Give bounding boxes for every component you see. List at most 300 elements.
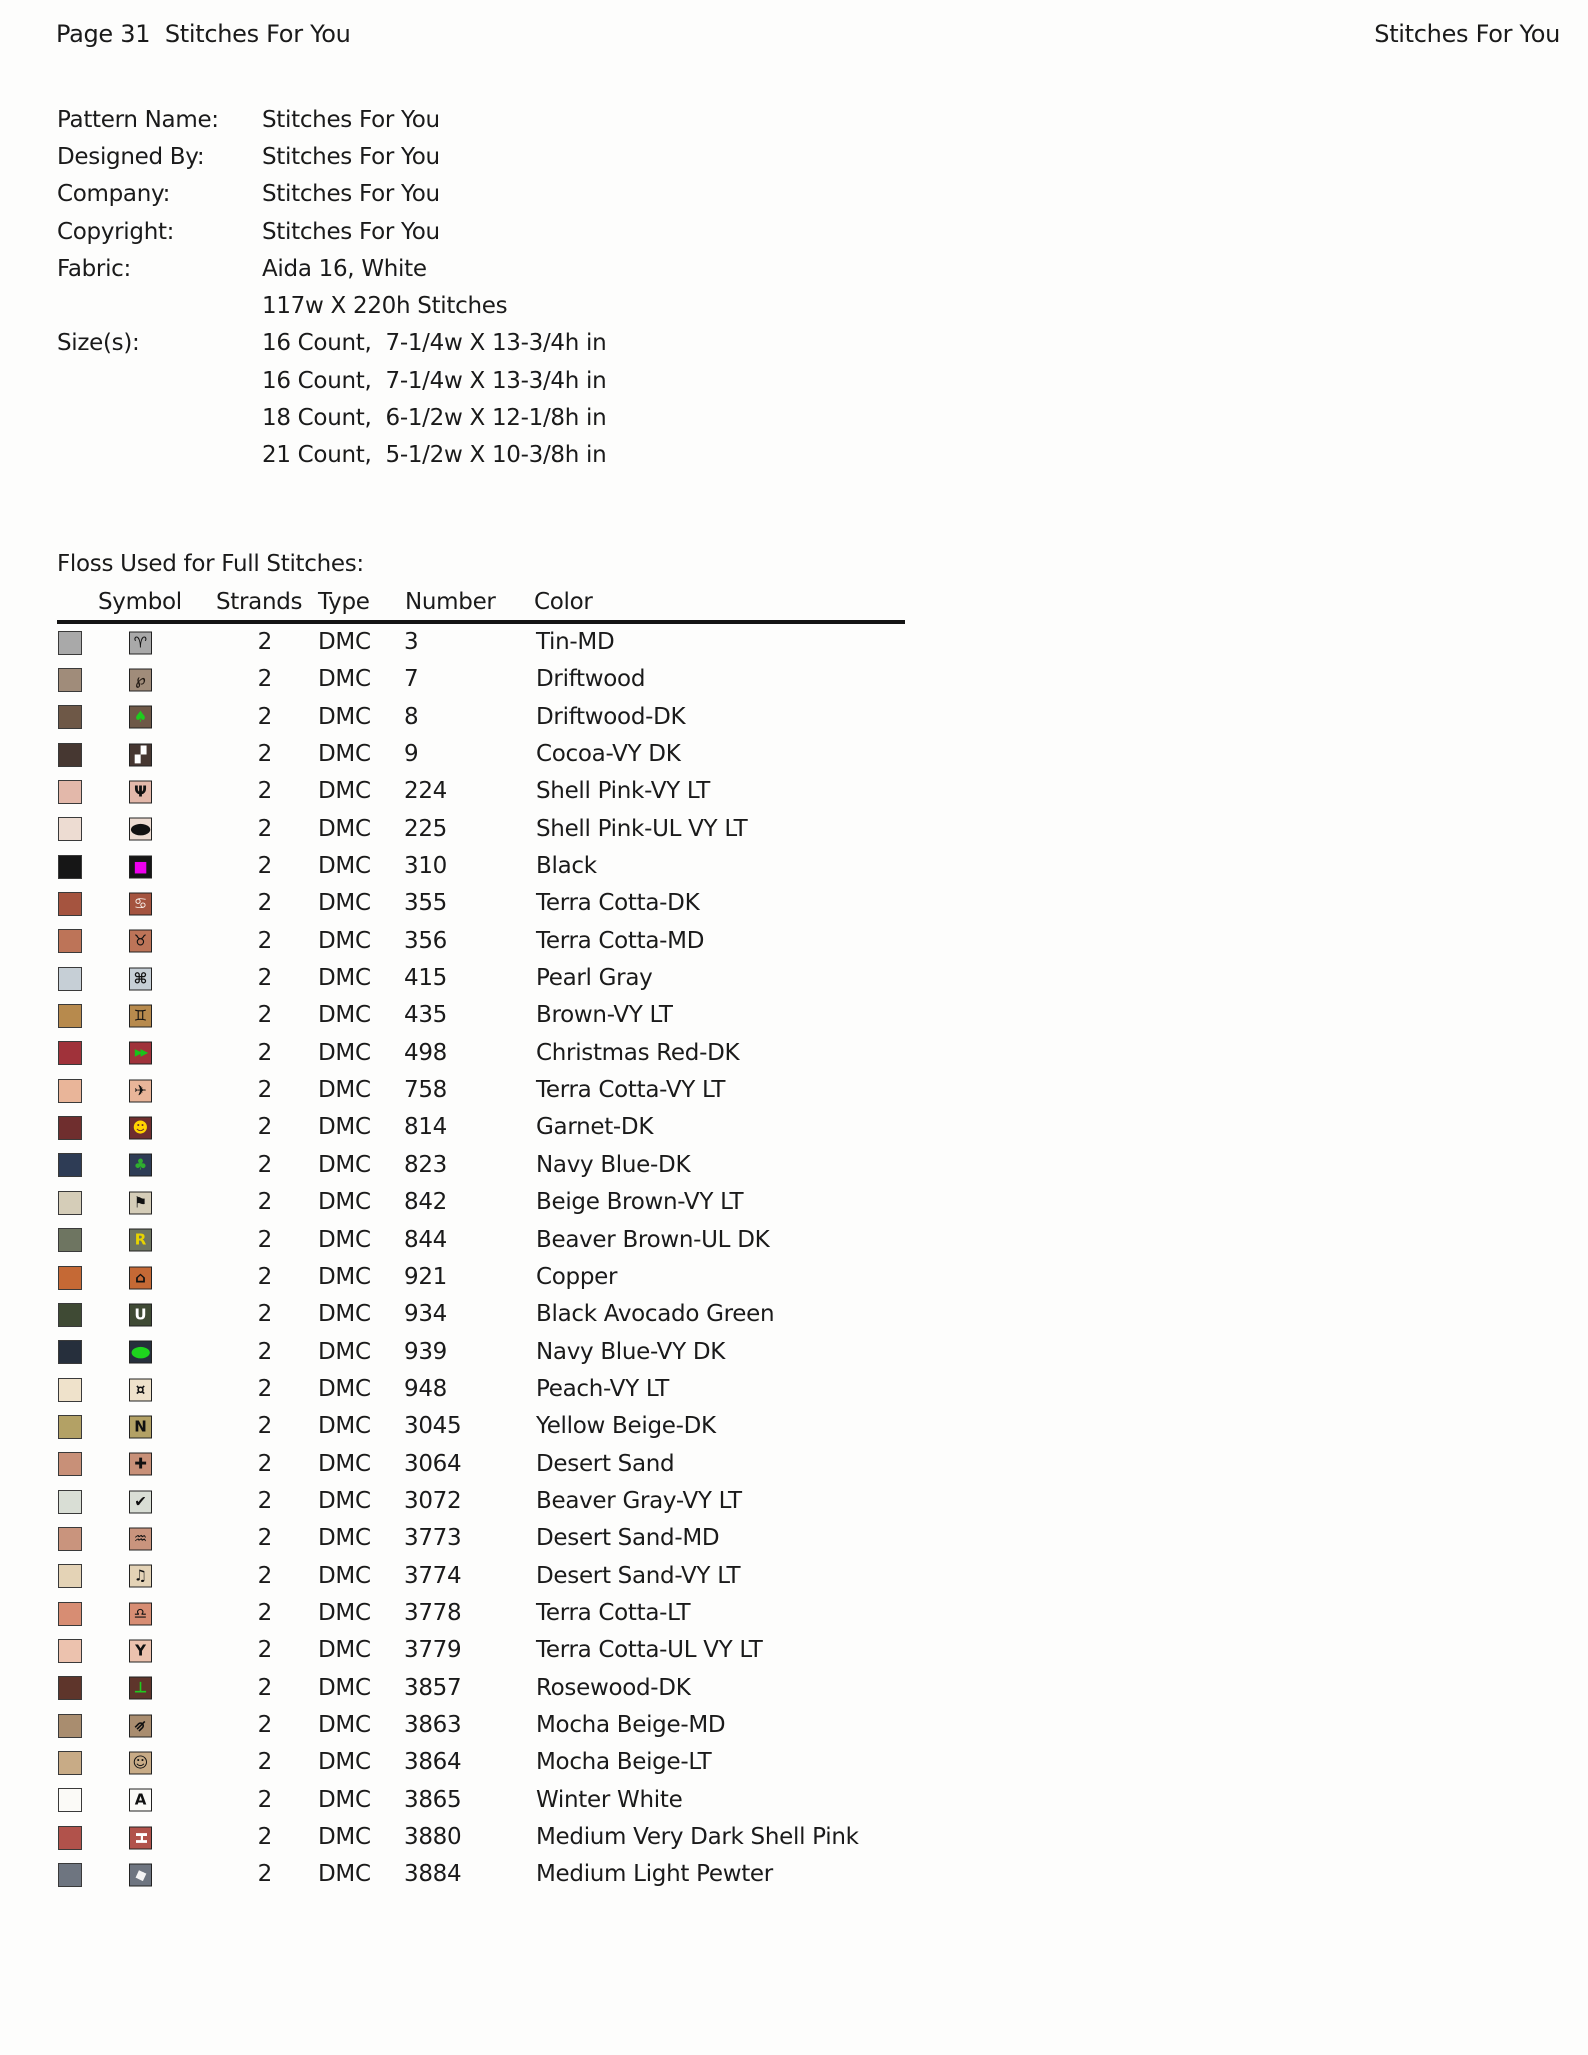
info-label: Copyright: <box>57 218 175 245</box>
page-header-left: Page 31 Stitches For You <box>56 20 351 48</box>
column-header-strands: Strands <box>216 589 303 615</box>
letter-u-icon: U <box>134 1305 147 1324</box>
type-value: DMC <box>318 1039 371 1066</box>
color-swatch <box>58 743 82 767</box>
number-value: 3884 <box>404 1861 462 1888</box>
currency-icon <box>129 1378 152 1401</box>
airplane-icon <box>129 1079 152 1102</box>
color-name: Terra Cotta-UL VY LT <box>536 1637 763 1664</box>
letter-n-icon: N <box>134 1417 147 1436</box>
psi-icon: Ψ <box>134 782 147 801</box>
cross-icon: ✚ <box>134 1454 147 1473</box>
floss-row <box>0 1483 1588 1520</box>
number-value: 948 <box>404 1375 447 1402</box>
type-value: DMC <box>318 965 371 992</box>
color-name: Christmas Red-DK <box>536 1039 740 1066</box>
floss-row <box>0 1707 1588 1744</box>
strands-value: 2 <box>257 1375 272 1402</box>
number-value: 8 <box>404 703 419 730</box>
strands-value: 2 <box>257 1301 272 1328</box>
floss-row <box>0 624 1588 661</box>
pattern-info <box>57 101 606 474</box>
info-value: 18 Count, 6-1/2w X 12-1/8h in <box>262 405 607 432</box>
psi-icon <box>129 781 152 804</box>
floss-row <box>0 1184 1588 1221</box>
strands-value: 2 <box>257 965 272 992</box>
info-label: Designed By: <box>57 143 205 170</box>
music-note-icon: ♫ <box>133 1566 148 1585</box>
color-name: Black <box>536 853 597 880</box>
strands-value: 2 <box>257 1487 272 1514</box>
info-row <box>57 287 606 324</box>
info-row <box>57 437 606 474</box>
color-name: Beaver Brown-UL DK <box>536 1226 770 1253</box>
number-value: 310 <box>404 853 447 880</box>
column-header-type: Type <box>318 589 370 615</box>
type-value: DMC <box>318 1077 371 1104</box>
type-value: DMC <box>318 1114 371 1141</box>
floss-row <box>0 997 1588 1034</box>
face-icon <box>129 1751 152 1774</box>
type-value: DMC <box>318 1637 371 1664</box>
info-row <box>57 325 606 362</box>
color-swatch <box>58 780 82 804</box>
letter-y-icon: Y <box>135 1641 146 1660</box>
color-swatch <box>58 1826 82 1850</box>
cancer-icon <box>129 893 152 916</box>
oval-icon <box>129 818 152 841</box>
color-name: Shell Pink-VY LT <box>536 778 711 805</box>
color-swatch <box>58 1079 82 1103</box>
color-swatch <box>58 1303 82 1327</box>
strands-value: 2 <box>257 1562 272 1589</box>
key-icon: ℘ <box>135 670 146 689</box>
strands-value: 2 <box>257 1413 272 1440</box>
color-swatch <box>58 1452 82 1476</box>
number-value: 3778 <box>404 1599 462 1626</box>
page-header-right: Stitches For You <box>1374 20 1560 48</box>
strands-value: 2 <box>257 1226 272 1253</box>
number-value: 224 <box>404 778 447 805</box>
strands-value: 2 <box>257 629 272 655</box>
floss-row <box>0 885 1588 922</box>
info-label: Fabric: <box>57 255 131 282</box>
type-value: DMC <box>318 1861 371 1888</box>
info-row <box>57 176 606 213</box>
type-value: DMC <box>318 1674 371 1701</box>
strands-value: 2 <box>257 927 272 954</box>
info-row <box>57 399 606 436</box>
number-value: 842 <box>404 1189 447 1216</box>
gemini-icon: ♊ <box>133 1006 148 1025</box>
color-swatch <box>58 892 82 916</box>
floss-row <box>0 960 1588 997</box>
diamond-icon: ◆ <box>131 1864 149 1885</box>
aquarius-icon: ♒ <box>133 1529 148 1548</box>
color-swatch <box>58 1004 82 1028</box>
face-icon: ☺ <box>132 1753 149 1772</box>
color-swatch <box>58 1788 82 1812</box>
floss-row <box>0 1408 1588 1445</box>
diamond-icon <box>129 1864 152 1887</box>
strands-value: 2 <box>257 1077 272 1104</box>
color-swatch <box>58 631 82 655</box>
color-swatch <box>58 1415 82 1439</box>
number-value: 3864 <box>404 1749 462 1776</box>
lens-icon: ● <box>130 1342 151 1361</box>
info-row <box>57 101 606 138</box>
floss-row <box>0 1072 1588 1109</box>
strands-value: 2 <box>257 1749 272 1776</box>
color-name: Winter White <box>536 1786 683 1813</box>
type-value: DMC <box>318 1450 371 1477</box>
strands-value: 2 <box>257 703 272 730</box>
cross-icon <box>129 1453 152 1476</box>
color-name: Beige Brown-VY LT <box>536 1189 744 1216</box>
number-value: 823 <box>404 1151 447 1178</box>
color-swatch <box>58 929 82 953</box>
number-value: 921 <box>404 1263 447 1290</box>
type-value: DMC <box>318 1711 371 1738</box>
type-value: DMC <box>318 1749 371 1776</box>
number-value: 7 <box>404 666 419 693</box>
house-icon <box>129 1266 152 1289</box>
color-name: Mocha Beige-MD <box>536 1711 726 1738</box>
letter-n-icon <box>129 1415 152 1438</box>
number-value: 3 <box>404 629 419 655</box>
color-name: Terra Cotta-VY LT <box>536 1077 726 1104</box>
strands-value: 2 <box>257 1039 272 1066</box>
color-name: Driftwood <box>536 666 646 693</box>
color-name: Navy Blue-DK <box>536 1151 691 1178</box>
check-icon <box>129 1490 152 1513</box>
taurus-icon <box>129 930 152 953</box>
i-beam-icon <box>129 1826 152 1849</box>
floss-row <box>0 661 1588 698</box>
floss-row <box>0 1856 1588 1893</box>
strands-value: 2 <box>257 1114 272 1141</box>
strands-value: 2 <box>257 853 272 880</box>
color-name: Desert Sand-VY LT <box>536 1562 741 1589</box>
color-swatch <box>58 1564 82 1588</box>
type-value: DMC <box>318 1599 371 1626</box>
strands-value: 2 <box>257 1525 272 1552</box>
lens-icon <box>129 1341 152 1364</box>
color-name: Tin-MD <box>536 629 615 655</box>
floss-row <box>0 736 1588 773</box>
floss-row <box>0 699 1588 736</box>
floss-row <box>0 1259 1588 1296</box>
strands-value: 2 <box>257 1450 272 1477</box>
type-value: DMC <box>318 1375 371 1402</box>
letter-y-icon <box>129 1639 152 1662</box>
floss-row <box>0 848 1588 885</box>
info-label: Pattern Name: <box>57 106 219 133</box>
color-swatch <box>58 1191 82 1215</box>
strands-value: 2 <box>257 1151 272 1178</box>
strands-value: 2 <box>257 1861 272 1888</box>
color-swatch <box>58 1116 82 1140</box>
type-value: DMC <box>318 778 371 805</box>
floss-row <box>0 1595 1588 1632</box>
quadrant-squares-icon: ▞ <box>134 745 147 764</box>
number-value: 934 <box>404 1301 447 1328</box>
number-value: 498 <box>404 1039 447 1066</box>
number-value: 355 <box>404 890 447 917</box>
type-value: DMC <box>318 890 371 917</box>
strands-value: 2 <box>257 1824 272 1850</box>
strands-value: 2 <box>257 1189 272 1216</box>
spade-icon <box>129 706 152 729</box>
number-value: 435 <box>404 1002 447 1029</box>
number-value: 3045 <box>404 1413 462 1440</box>
command-icon <box>129 967 152 990</box>
color-name: Terra Cotta-LT <box>536 1599 691 1626</box>
type-value: DMC <box>318 1413 371 1440</box>
floss-row <box>0 923 1588 960</box>
type-value: DMC <box>318 1786 371 1813</box>
strands-value: 2 <box>257 815 272 842</box>
triangle-a-icon: A <box>134 1790 147 1809</box>
floss-row <box>0 1109 1588 1146</box>
flag-icon: ⚑ <box>133 1193 148 1212</box>
info-value: Stitches For You <box>262 143 440 170</box>
color-name: Desert Sand <box>536 1450 675 1477</box>
leaf-icon: ♣ <box>133 1155 148 1174</box>
color-name: Pearl Gray <box>536 965 653 992</box>
strands-value: 2 <box>257 1599 272 1626</box>
magenta-square-icon: ■ <box>133 857 148 876</box>
floss-row <box>0 1782 1588 1819</box>
perpendicular-icon <box>129 1677 152 1700</box>
color-name: Copper <box>536 1263 618 1290</box>
color-swatch <box>58 1041 82 1065</box>
number-value: 415 <box>404 965 447 992</box>
color-name: Terra Cotta-MD <box>536 927 705 954</box>
color-name: Cocoa-VY DK <box>536 741 681 768</box>
floss-table-header <box>0 589 1588 619</box>
letter-r-icon <box>129 1229 152 1252</box>
color-swatch <box>58 1153 82 1177</box>
color-name: Driftwood-DK <box>536 703 686 730</box>
aries-icon <box>129 631 152 654</box>
number-value: 3774 <box>404 1562 462 1589</box>
number-value: 3779 <box>404 1637 462 1664</box>
color-swatch <box>58 1863 82 1887</box>
libra-icon <box>129 1602 152 1625</box>
color-name: Rosewood-DK <box>536 1674 691 1701</box>
libra-icon: ♎ <box>133 1604 148 1623</box>
type-value: DMC <box>318 927 371 954</box>
type-value: DMC <box>318 853 371 880</box>
type-value: DMC <box>318 1301 371 1328</box>
type-value: DMC <box>318 741 371 768</box>
color-swatch <box>58 1228 82 1252</box>
gemini-icon <box>129 1005 152 1028</box>
floss-row <box>0 1558 1588 1595</box>
strands-value: 2 <box>257 1674 272 1701</box>
type-value: DMC <box>318 666 371 693</box>
strands-value: 2 <box>257 741 272 768</box>
floss-row <box>0 1744 1588 1781</box>
color-swatch <box>58 1639 82 1663</box>
floss-row <box>0 1819 1588 1856</box>
quadrant-squares-icon <box>129 743 152 766</box>
info-value: 16 Count, 7-1/4w X 13-3/4h in <box>262 330 607 357</box>
floss-table <box>0 624 1588 1894</box>
taurus-icon: ♉ <box>133 931 148 950</box>
leaf-icon <box>129 1154 152 1177</box>
command-icon: ⌘ <box>133 969 148 988</box>
strands-value: 2 <box>257 1338 272 1365</box>
floss-row <box>0 811 1588 848</box>
smiley-icon <box>129 1117 152 1140</box>
floss-table-title: Floss Used for Full Stitches: <box>57 551 364 577</box>
info-row <box>57 213 606 250</box>
color-swatch <box>58 1602 82 1626</box>
number-value: 9 <box>404 741 419 768</box>
aries-icon: ♈ <box>133 633 148 652</box>
color-name: Garnet-DK <box>536 1114 654 1141</box>
color-swatch <box>58 1490 82 1514</box>
color-swatch <box>58 1527 82 1551</box>
number-value: 844 <box>404 1226 447 1253</box>
type-value: DMC <box>318 1487 371 1514</box>
strands-value: 2 <box>257 890 272 917</box>
music-note-icon <box>129 1565 152 1588</box>
floss-row <box>0 1446 1588 1483</box>
color-swatch <box>58 1340 82 1364</box>
column-header-color: Color <box>534 589 593 615</box>
floss-row <box>0 1670 1588 1707</box>
key-icon <box>129 669 152 692</box>
magenta-square-icon <box>129 855 152 878</box>
oval-icon: ● <box>129 819 152 838</box>
info-row <box>57 250 606 287</box>
color-swatch <box>58 855 82 879</box>
i-beam-icon: H <box>132 1831 150 1844</box>
floss-row <box>0 1334 1588 1371</box>
type-value: DMC <box>318 815 371 842</box>
info-value: Stitches For You <box>262 181 440 208</box>
info-label: Company: <box>57 181 171 208</box>
color-name: Terra Cotta-DK <box>536 890 700 917</box>
floss-row <box>0 1371 1588 1408</box>
fast-forward-icon <box>129 1042 152 1065</box>
number-value: 3880 <box>404 1824 462 1850</box>
column-header-symbol: Symbol <box>98 589 182 615</box>
letter-r-icon: R <box>134 1230 147 1249</box>
floss-row <box>0 1035 1588 1072</box>
color-name: Beaver Gray-VY LT <box>536 1487 742 1514</box>
number-value: 3064 <box>404 1450 462 1477</box>
color-name: Medium Light Pewter <box>536 1861 773 1888</box>
type-value: DMC <box>318 1338 371 1365</box>
airplane-icon: ✈ <box>134 1081 147 1100</box>
color-name: Medium Very Dark Shell Pink <box>536 1824 859 1850</box>
strands-value: 2 <box>257 1002 272 1029</box>
type-value: DMC <box>318 1189 371 1216</box>
color-swatch <box>58 1266 82 1290</box>
number-value: 3773 <box>404 1525 462 1552</box>
info-value: Aida 16, White <box>262 255 427 282</box>
floss-row <box>0 1147 1588 1184</box>
color-name: Navy Blue-VY DK <box>536 1338 726 1365</box>
color-swatch <box>58 817 82 841</box>
type-value: DMC <box>318 1226 371 1253</box>
color-swatch <box>58 1378 82 1402</box>
floss-row <box>0 1222 1588 1259</box>
number-value: 225 <box>404 815 447 842</box>
color-swatch <box>58 1676 82 1700</box>
floss-row <box>0 1296 1588 1333</box>
color-swatch <box>58 1714 82 1738</box>
info-label: Size(s): <box>57 330 140 357</box>
flag-icon <box>129 1191 152 1214</box>
type-value: DMC <box>318 1002 371 1029</box>
info-row <box>57 138 606 175</box>
number-value: 814 <box>404 1114 447 1141</box>
rake-icon <box>129 1714 152 1737</box>
number-value: 356 <box>404 927 447 954</box>
floss-row <box>0 773 1588 810</box>
color-swatch <box>58 705 82 729</box>
check-icon: ✔ <box>134 1492 147 1511</box>
fast-forward-icon: ▶▶ <box>134 1047 147 1059</box>
spade-icon: ♠ <box>133 707 148 726</box>
strands-value: 2 <box>257 1711 272 1738</box>
aquarius-icon <box>129 1527 152 1550</box>
color-name: Yellow Beige-DK <box>536 1413 716 1440</box>
strands-value: 2 <box>257 778 272 805</box>
number-value: 3072 <box>404 1487 462 1514</box>
color-name: Desert Sand-MD <box>536 1525 720 1552</box>
strands-value: 2 <box>257 1786 272 1813</box>
info-value: 117w X 220h Stitches <box>262 293 508 320</box>
strands-value: 2 <box>257 1637 272 1664</box>
number-value: 3857 <box>404 1674 462 1701</box>
triangle-a-icon <box>129 1789 152 1812</box>
type-value: DMC <box>318 1263 371 1290</box>
perpendicular-icon: ⊥ <box>133 1678 148 1697</box>
info-value: Stitches For You <box>262 106 440 133</box>
house-icon: ⌂ <box>135 1268 146 1287</box>
color-name: Mocha Beige-LT <box>536 1749 712 1776</box>
color-name: Black Avocado Green <box>536 1301 775 1328</box>
strands-value: 2 <box>257 666 272 693</box>
color-name: Brown-VY LT <box>536 1002 673 1029</box>
floss-row <box>0 1520 1588 1557</box>
number-value: 939 <box>404 1338 447 1365</box>
type-value: DMC <box>318 1824 371 1850</box>
floss-row <box>0 1632 1588 1669</box>
type-value: DMC <box>318 703 371 730</box>
number-value: 758 <box>404 1077 447 1104</box>
cancer-icon: ♋ <box>133 894 148 913</box>
info-value: Stitches For You <box>262 218 440 245</box>
color-swatch <box>58 668 82 692</box>
info-row <box>57 362 606 399</box>
info-value: 16 Count, 7-1/4w X 13-3/4h in <box>262 367 607 394</box>
info-value: 21 Count, 5-1/2w X 10-3/8h in <box>262 442 607 469</box>
type-value: DMC <box>318 1525 371 1552</box>
type-value: DMC <box>318 1562 371 1589</box>
type-value: DMC <box>318 629 371 655</box>
color-name: Peach-VY LT <box>536 1375 669 1402</box>
strands-value: 2 <box>257 1263 272 1290</box>
smiley-icon: ☻ <box>132 1118 149 1137</box>
number-value: 3865 <box>404 1786 462 1813</box>
